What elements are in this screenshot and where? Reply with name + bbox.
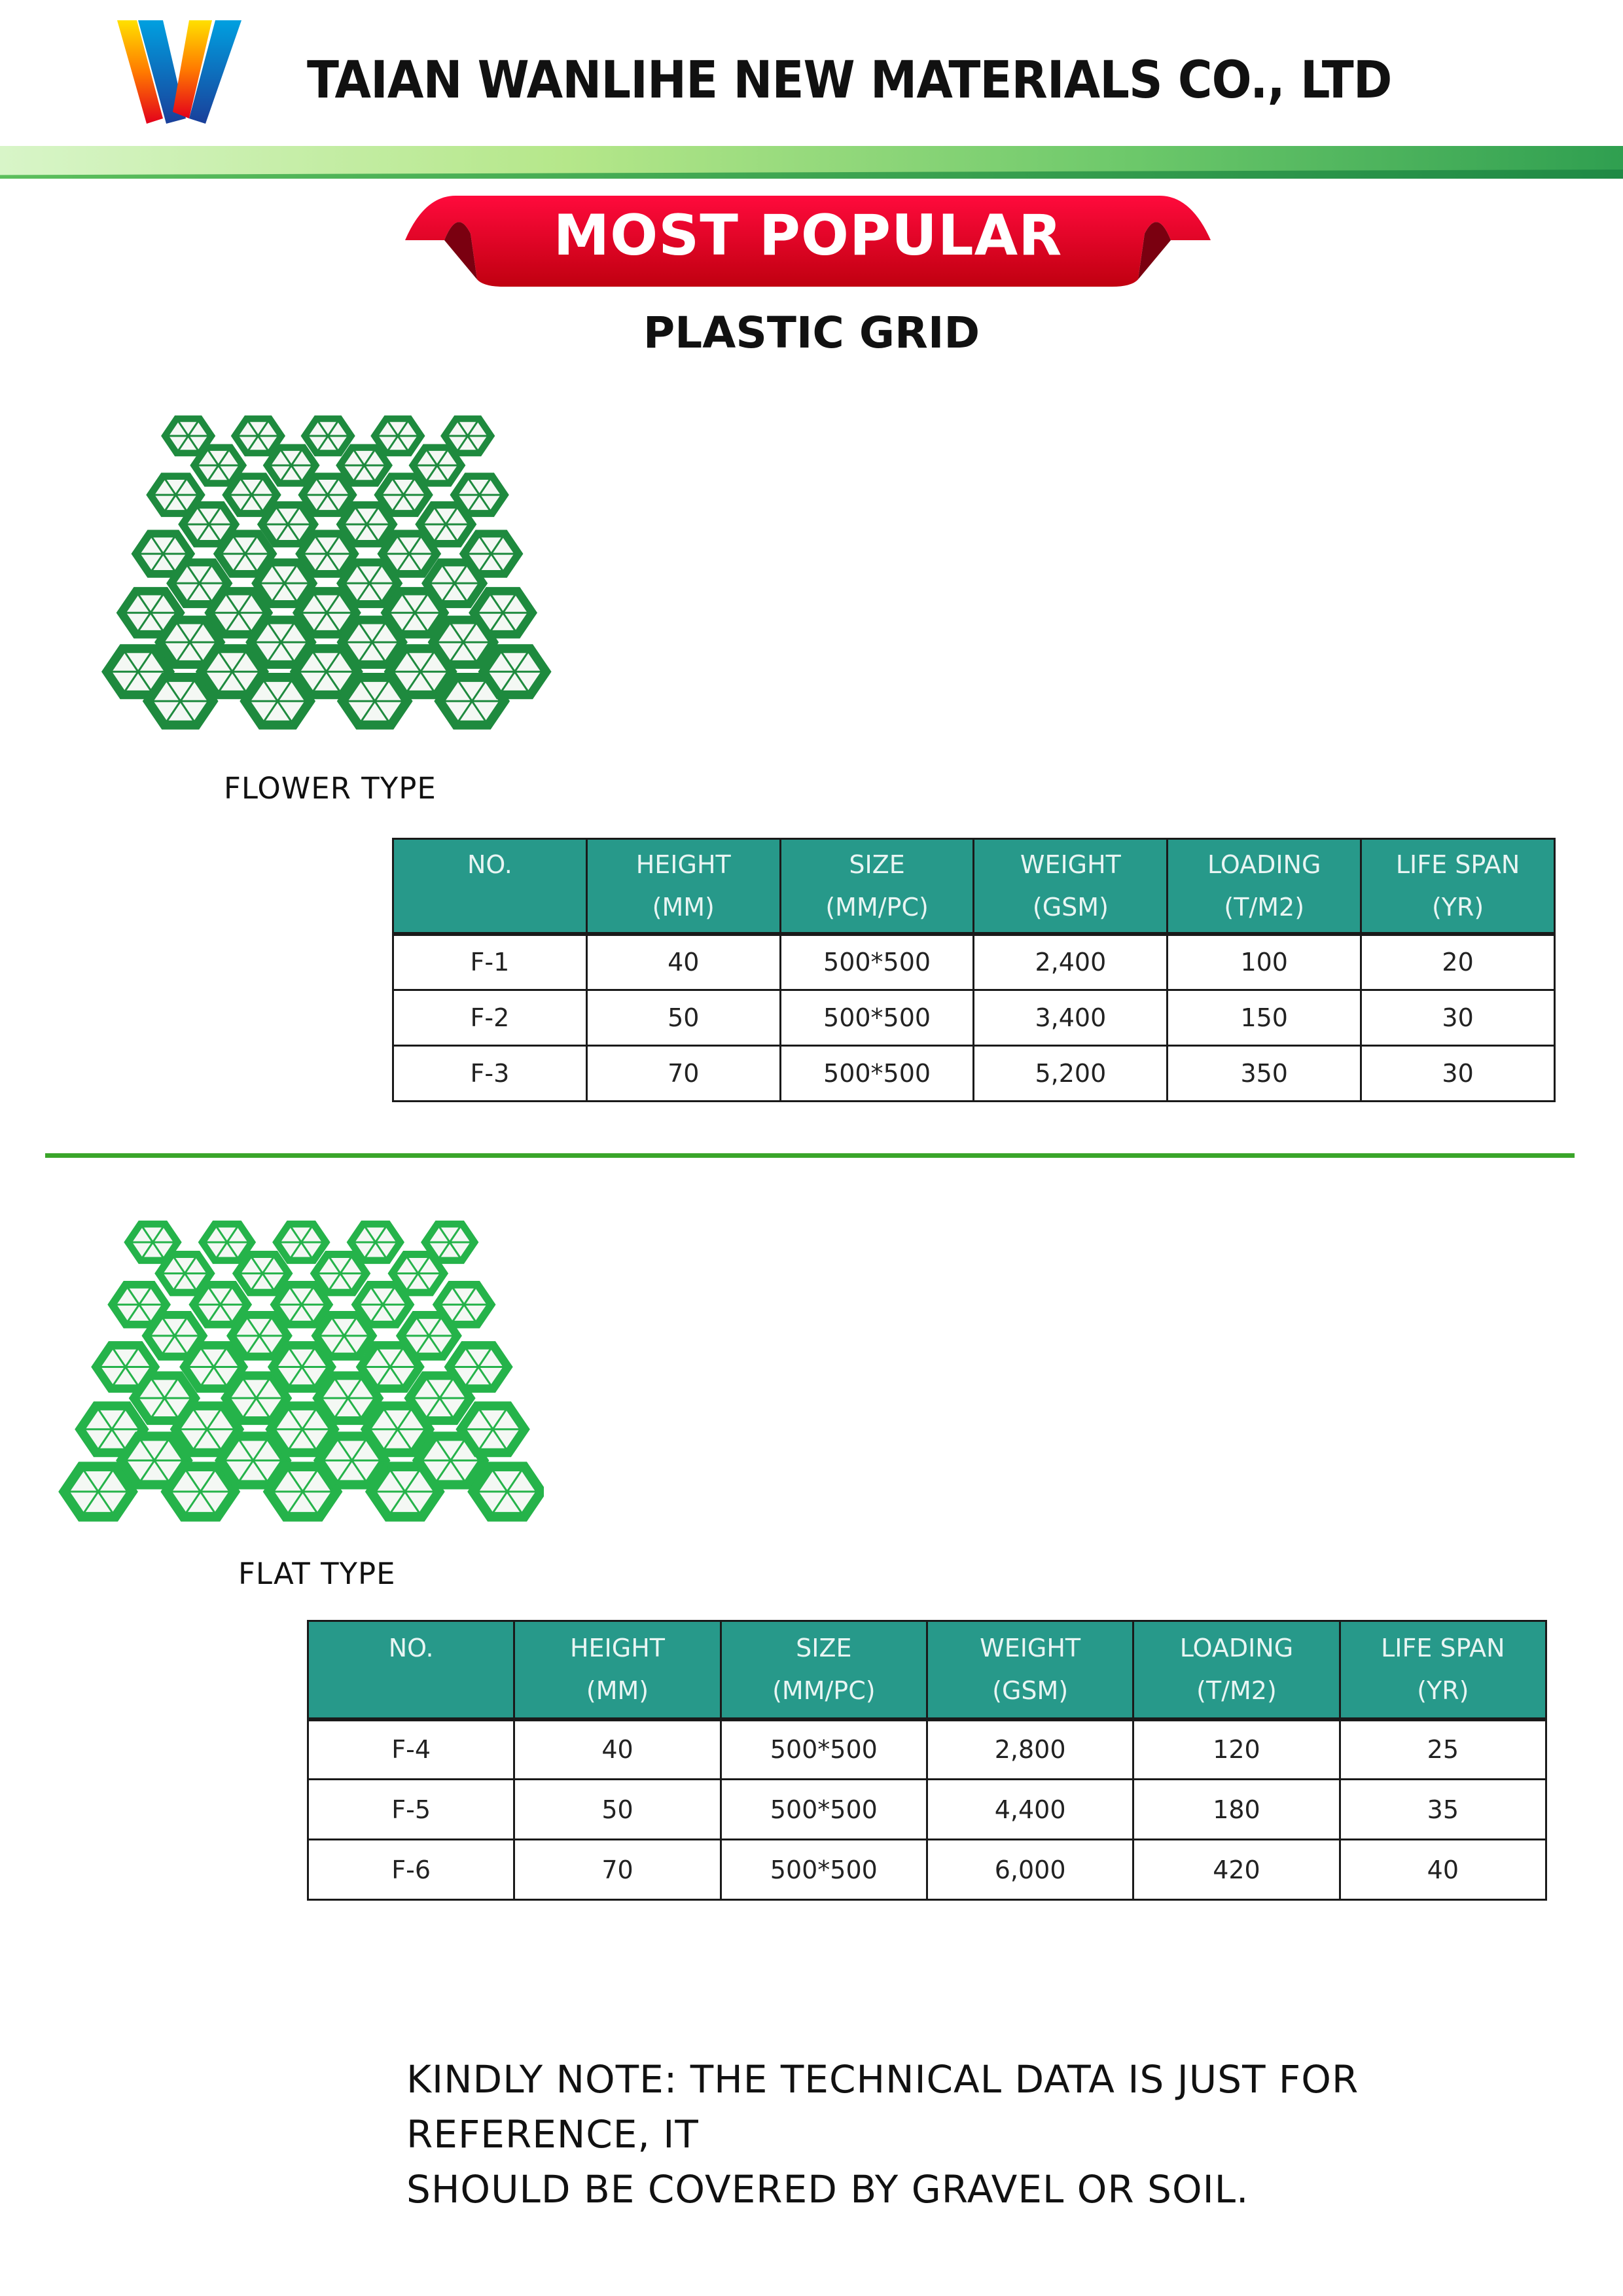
column-header (1133, 1621, 1340, 1719)
table-cell: 120 (1133, 1719, 1340, 1780)
column-unit: (MM) (652, 892, 715, 922)
column-header (308, 1621, 514, 1719)
table-cell: 500*500 (721, 1719, 927, 1780)
table-cell: 420 (1133, 1840, 1340, 1900)
note-line-2: SHOULD BE COVERED BY GRAVEL OR SOIL. (406, 2167, 1249, 2212)
column-title: HEIGHT (635, 850, 731, 879)
column-title: SIZE (796, 1634, 852, 1663)
table-cell: F-6 (308, 1840, 514, 1900)
column-header (1168, 839, 1361, 935)
column-title: LIFE SPAN (1395, 850, 1520, 879)
note-line-1: KINDLY NOTE: THE TECHNICAL DATA IS JUST FOR REFERENCE, IT (406, 2057, 1359, 2157)
column-unit (394, 886, 586, 929)
table-cell: 50 (514, 1780, 721, 1840)
table-header-row (393, 839, 1555, 935)
table-cell: 25 (1340, 1719, 1546, 1780)
table-cell: 35 (1340, 1780, 1546, 1840)
header-green-band (0, 146, 1623, 179)
table-cell: 5,200 (974, 1045, 1168, 1101)
section-divider (45, 1153, 1575, 1158)
table-header-row (308, 1621, 1546, 1719)
table-row (393, 990, 1555, 1045)
table-row (308, 1780, 1546, 1840)
flat-type-spec-table (307, 1620, 1547, 1901)
table-cell: 350 (1168, 1045, 1361, 1101)
column-unit: (GSM) (1032, 892, 1109, 922)
table-cell: 30 (1361, 990, 1555, 1045)
table-cell: 500*500 (780, 934, 974, 990)
column-unit: (MM/PC) (772, 1676, 876, 1705)
table-cell: 30 (1361, 1045, 1555, 1101)
column-title: NO. (388, 1634, 434, 1663)
table-cell: 40 (1340, 1840, 1546, 1900)
table-cell: 70 (514, 1840, 721, 1900)
column-title: LOADING (1207, 850, 1321, 879)
table-cell: 40 (514, 1719, 721, 1780)
table-cell: F-3 (393, 1045, 587, 1101)
column-title: LOADING (1179, 1634, 1294, 1663)
table-cell: 20 (1361, 934, 1555, 990)
table-cell: 40 (586, 934, 780, 990)
table-cell: 2,400 (974, 934, 1168, 990)
table-cell: 4,400 (927, 1780, 1133, 1840)
page-title: PLASTIC GRID (643, 308, 980, 358)
column-title: WEIGHT (1020, 850, 1121, 879)
table-cell: 100 (1168, 934, 1361, 990)
flat-type-grid-image (51, 1206, 544, 1543)
table-cell: 500*500 (780, 990, 974, 1045)
column-unit: (T/M2) (1196, 1676, 1277, 1705)
table-cell: 70 (586, 1045, 780, 1101)
flat-type-label: FLAT TYPE (238, 1556, 396, 1591)
table-row (308, 1719, 1546, 1780)
table-cell: 3,400 (974, 990, 1168, 1045)
column-header (927, 1621, 1133, 1719)
column-unit: (YR) (1431, 892, 1484, 922)
column-unit: (YR) (1417, 1676, 1469, 1705)
table-cell: 500*500 (721, 1840, 927, 1900)
column-header (393, 839, 587, 935)
table-cell: 500*500 (721, 1780, 927, 1840)
company-logo (117, 20, 289, 124)
table-cell: 150 (1168, 990, 1361, 1045)
flower-type-label: FLOWER TYPE (224, 771, 437, 806)
column-unit: (MM/PC) (825, 892, 929, 922)
column-unit: (GSM) (992, 1676, 1069, 1705)
reference-note (406, 2052, 1584, 2217)
column-header (586, 839, 780, 935)
table-cell: F-5 (308, 1780, 514, 1840)
column-header (974, 839, 1168, 935)
table-row (308, 1840, 1546, 1900)
table-cell: 2,800 (927, 1719, 1133, 1780)
column-title: HEIGHT (569, 1634, 665, 1663)
column-header (721, 1621, 927, 1719)
flower-type-grid-image (88, 402, 577, 749)
company-name: TAIAN WANLIHE NEW MATERIALS CO., LTD (307, 51, 1392, 110)
column-title: WEIGHT (980, 1634, 1081, 1663)
column-title: LIFE SPAN (1381, 1634, 1505, 1663)
column-unit: (T/M2) (1224, 892, 1305, 922)
table-row (393, 934, 1555, 990)
flower-type-spec-table (392, 838, 1556, 1102)
table-row (393, 1045, 1555, 1101)
table-cell: F-2 (393, 990, 587, 1045)
column-header (780, 839, 974, 935)
table-cell: 500*500 (780, 1045, 974, 1101)
most-popular-label: MOST POPULAR (553, 203, 1063, 268)
column-header (514, 1621, 721, 1719)
column-header (1340, 1621, 1546, 1719)
table-cell: F-4 (308, 1719, 514, 1780)
table-cell: F-1 (393, 934, 587, 990)
column-unit: (MM) (586, 1676, 649, 1705)
column-unit (309, 1670, 513, 1712)
column-title: NO. (467, 850, 512, 879)
column-header (1361, 839, 1555, 935)
table-cell: 50 (586, 990, 780, 1045)
table-cell: 180 (1133, 1780, 1340, 1840)
column-title: SIZE (849, 850, 905, 879)
table-cell: 6,000 (927, 1840, 1133, 1900)
